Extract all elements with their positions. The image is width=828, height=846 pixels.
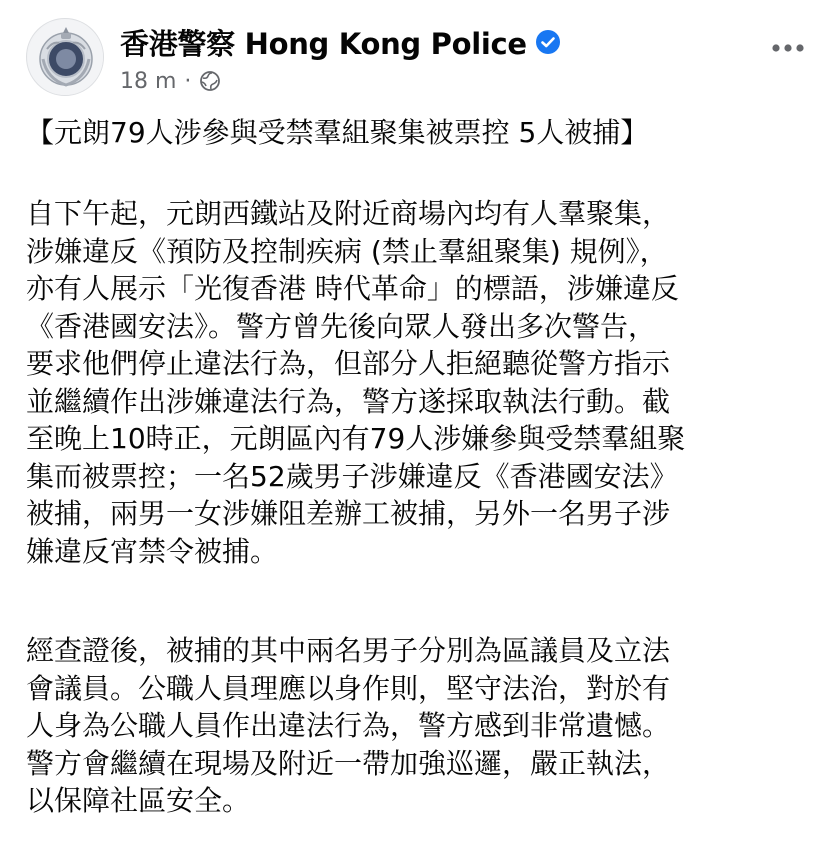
post-header — [26, 18, 816, 100]
post-paragraph-2 — [26, 632, 670, 820]
paragraph-line: 集而被票控；一名52歲男子涉嫌違反《香港國安法》 — [26, 459, 678, 493]
paragraph-line: 涉嫌違反《預防及控制疾病 (禁止羣組聚集) 規例》， — [26, 234, 668, 268]
paragraph-line: 警方會繼續在現場及附近一帶加強巡邏，嚴正執法， — [26, 746, 671, 780]
paragraph-line: 經查證後，被捕的其中兩名男子分別為區議員及立法 — [26, 634, 671, 667]
globe-icon[interactable] — [199, 70, 221, 92]
verified-badge-icon — [535, 29, 561, 55]
more-options-button[interactable] — [766, 28, 810, 68]
more-options-icon — [771, 43, 805, 53]
post-timestamp[interactable]: 18 m — [120, 68, 177, 94]
page-name[interactable]: 香港警察 Hong Kong Police — [120, 26, 527, 61]
post-meta — [120, 66, 221, 96]
paragraph-line: 並繼續作出涉嫌違法行為，警方遂採取執法行動。截 — [26, 384, 671, 418]
paragraph-line: 人身為公職人員作出違法行為，警方感到非常遺憾。 — [26, 709, 671, 742]
paragraph-line: 以保障社區安全。 — [26, 784, 251, 817]
paragraph-line: 至晚上10時正，元朗區內有79人涉嫌參與受禁羣組聚 — [26, 422, 686, 455]
paragraph-line: 亦有人展示「光復香港 時代革命」的標語，涉嫌違反 — [26, 272, 679, 305]
paragraph-line: 自下午起，元朗西鐵站及附近商場內均有人羣聚集， — [26, 197, 671, 230]
post-paragraph-1 — [26, 195, 685, 570]
paragraph-line: 會議員。公職人員理應以身作則，堅守法治，對於有 — [26, 671, 671, 705]
meta-separator: · — [184, 68, 192, 94]
paragraph-line: 要求他們停止違法行為，但部分人拒絕聽從警方指示 — [26, 347, 671, 380]
paragraph-line: 被捕，兩男一女涉嫌阻差辦工被捕，另外一名男子涉 — [26, 497, 671, 530]
page-name-row — [120, 22, 561, 62]
police-emblem-icon — [27, 19, 104, 96]
paragraph-line: 《香港國安法》。警方曾先後向眾人發出多次警告， — [26, 309, 657, 343]
paragraph-line: 嫌違反宵禁令被捕。 — [26, 534, 279, 568]
page-avatar[interactable] — [26, 18, 104, 96]
post-headline: 【元朗79人涉參與受禁羣組聚集被票控 5人被捕】 — [26, 116, 649, 149]
